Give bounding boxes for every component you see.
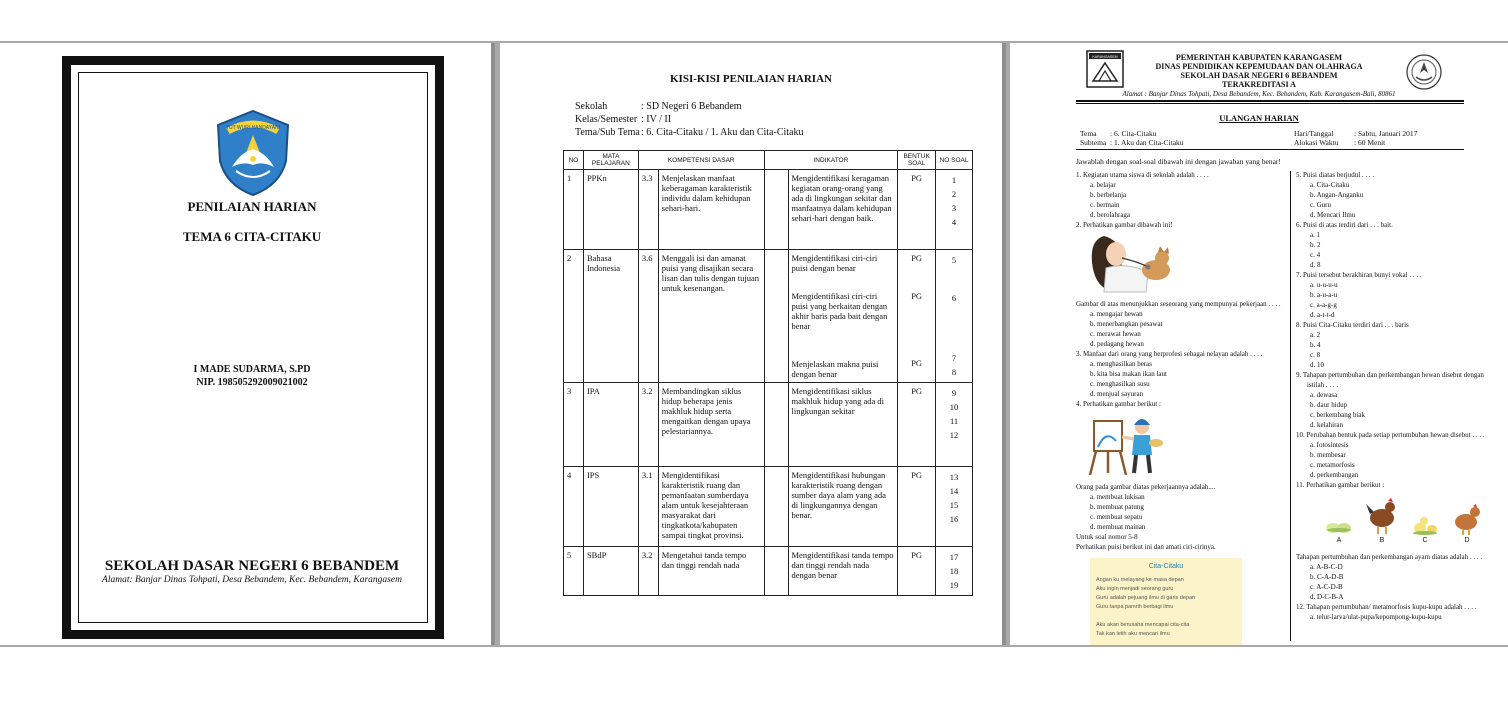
question-text: 4. Perhatikan gambar berikut : bbox=[1076, 400, 1161, 408]
cover-address: Alamat: Banjar Dinas Tohpati, Desa Bebandem, Kec. Bebandem, Karangasem bbox=[102, 575, 402, 585]
chicken-stage-label: B bbox=[1379, 537, 1385, 544]
kop-line-text: TERAKREDITASI A bbox=[1222, 80, 1296, 89]
answer-option: d. pedagang hewan bbox=[1090, 340, 1144, 348]
cell-no-soal bbox=[936, 466, 973, 546]
cell-spacer bbox=[764, 250, 788, 383]
column-divider bbox=[1290, 171, 1291, 641]
ulangan-meta-right bbox=[1294, 129, 1417, 147]
vet-illustration bbox=[1086, 232, 1286, 297]
cell-spacer bbox=[764, 466, 788, 546]
cell-indikator: Menjelaskan makna puisi dengan benar bbox=[788, 348, 898, 383]
question-text: 2. Perhatikan gambar dibawah ini! bbox=[1076, 221, 1173, 229]
question-text: 5. Puisi diatas berjudul . . . . bbox=[1296, 171, 1375, 179]
answer-option: d. membuat mainan bbox=[1090, 523, 1146, 531]
kisi-meta-row bbox=[575, 113, 804, 126]
cell-bentuk: PG bbox=[898, 250, 936, 288]
cell-no-soal bbox=[936, 348, 973, 383]
svg-text:KARANGASEM: KARANGASEM bbox=[1092, 55, 1118, 59]
answer-option: a. 1 bbox=[1310, 231, 1321, 239]
answer-option: c. metamorfosis bbox=[1310, 461, 1355, 469]
cell-bentuk: PG bbox=[898, 466, 936, 546]
answer-option: a. Cita-Citaku bbox=[1310, 181, 1350, 189]
answer-option: d. kelahiran bbox=[1310, 421, 1344, 429]
kisi-meta-row bbox=[575, 100, 804, 113]
question-text: Gambar di atas menunjukkan seseorang yang mempunyai pekerjaan . . . . bbox=[1076, 300, 1281, 308]
ulangan-page bbox=[1010, 43, 1508, 645]
answer-option: c. a-a-g-g bbox=[1310, 301, 1337, 309]
question-text: 9. Tahapan pertumbuhan dan perkembangan hewan disebut dengan istilah . . . . bbox=[1296, 371, 1484, 389]
meta-key: Hari/Tanggal bbox=[1294, 129, 1334, 138]
cell-kd: Menggali isi dan amanat puisi yang disajikan secara lisan dan tulis dengan tujuan untuk kesenangan. bbox=[658, 250, 764, 383]
cover-theme: TEMA 6 CITA-CITAKU bbox=[182, 229, 322, 244]
answer-option: c. membuat sepatu bbox=[1090, 513, 1143, 521]
cell-bentuk: PG bbox=[898, 382, 936, 466]
kisi-meta-value: : 6. Cita-Citaku / 1. Aku dan Cita-Citaku bbox=[641, 127, 804, 138]
cell-indikator: Mengidentifikasi siklus makhluk hidup yang ada di lingkungan sekitar bbox=[788, 382, 898, 466]
meta-value: : Sabtu, Januari 2017 bbox=[1354, 129, 1418, 138]
cell-kd: Menjelaskan manfaat keberagaman karakteristik individu dalam kehidupan sehari-hari. bbox=[658, 170, 764, 250]
cell-spacer bbox=[764, 382, 788, 466]
answer-option: a. telur-larva/ulat-pupa/kepompong-kupu-kupu bbox=[1310, 613, 1442, 621]
kop-divider-thin bbox=[1076, 103, 1464, 104]
chicken-stage-art bbox=[1364, 496, 1400, 536]
table-header: MATA PELAJARAN bbox=[583, 151, 638, 170]
soal-number: 2 bbox=[951, 189, 957, 199]
kop-divider bbox=[1076, 100, 1464, 102]
instruction: Jawablah dengan soal-soal dibawah ini dengan jawaban yang benar! bbox=[1076, 157, 1281, 166]
poem-line: Angan ku melayang ke masa depan bbox=[1096, 577, 1184, 583]
answer-option: d. a-t-t-d bbox=[1310, 311, 1335, 319]
table-header: KOMPETENSI DASAR bbox=[638, 151, 764, 170]
cell-indikator: Mengidentifikasi hubungan karakteristik ruang dengan sumber daya alam yang ada di lingkungannya dengan benar. bbox=[788, 466, 898, 546]
poem-line: Tak kan letih aku mencari ilmu bbox=[1096, 631, 1170, 637]
ulangan-title: ULANGAN HARIAN bbox=[1219, 113, 1299, 123]
cell-no-soal bbox=[936, 250, 973, 288]
kop-line-text: DINAS PENDIDIKAN KEPEMUDAAN DAN OLAHRAGA bbox=[1155, 62, 1363, 71]
answer-option: b. 2 bbox=[1310, 241, 1321, 249]
answer-option: d. Mencari Ilmu bbox=[1310, 211, 1356, 219]
answer-option: a. A-B-C-D bbox=[1310, 563, 1343, 571]
chicken-stage bbox=[1364, 496, 1400, 546]
question-text: 8. Puisi Cita-Citaku terdiri dari . . . baris bbox=[1296, 321, 1409, 329]
question-text: Untuk soal nomor 5-8 bbox=[1076, 533, 1138, 541]
cell-spacer bbox=[764, 170, 788, 250]
soal-number: 16 bbox=[949, 513, 959, 524]
table-header: NO SOAL bbox=[936, 151, 973, 170]
meta-row bbox=[1080, 129, 1184, 138]
answer-option: c. merawat hewan bbox=[1090, 330, 1141, 338]
question-text: 7. Puisi tersebut berakhiran bunyi vokal . . . . bbox=[1296, 271, 1422, 279]
question-text: Orang pada gambar diatas pekerjaannya adalah.... bbox=[1076, 483, 1216, 491]
chicken-stage-art bbox=[1324, 496, 1354, 536]
question-text: Tahapan pertumbuhan dan perkembangan ayam diatas adalah . . . . bbox=[1296, 553, 1483, 561]
meta-value: : 6. Cita-Citaku bbox=[1110, 129, 1157, 138]
question-text: 6. Puisi di atas terdiri dari . . . bait. bbox=[1296, 221, 1393, 229]
table-row bbox=[564, 382, 973, 466]
poem-line bbox=[1096, 612, 1236, 621]
meta-key: Subtema bbox=[1080, 138, 1107, 147]
tut-wuri-handayani-logo bbox=[214, 109, 292, 197]
cell-indikator: Mengidentifikasi keragaman kegiatan orang-orang yang ada di lingkungan sekitar dan manfaatnya dalam kehidupan sehari-hari dengan baik. bbox=[788, 170, 898, 250]
cell-kd-no: 3.3 bbox=[638, 170, 658, 250]
cell-kd-no: 3.1 bbox=[638, 466, 658, 546]
cell-indikator: Mengidentifikasi ciri-ciri puisi dengan benar bbox=[788, 250, 898, 288]
kisi-meta bbox=[575, 100, 804, 139]
poem-line: Guru tanpa pamrih berbagi ilmu bbox=[1096, 604, 1174, 610]
table-header: BENTUK SOAL bbox=[898, 151, 936, 170]
answer-option: a. u-u-u-u bbox=[1310, 281, 1338, 289]
chicken-stage-label: C bbox=[1422, 537, 1428, 544]
cover-nip: NIP. 198505292009021002 bbox=[196, 377, 308, 388]
answer-option: b. berbelanja bbox=[1090, 191, 1127, 199]
answer-option: a. 2 bbox=[1310, 331, 1321, 339]
answer-option: d. perkembangan bbox=[1310, 471, 1359, 479]
kop-surat bbox=[1010, 53, 1508, 89]
ulangan-meta-left bbox=[1080, 129, 1184, 147]
answer-option: c. A-C-D-B bbox=[1310, 583, 1343, 591]
cell-no: 3 bbox=[564, 382, 584, 466]
answer-option: b. daur hidup bbox=[1310, 401, 1348, 409]
question-text: 10. Perubahan bentuk pada setiap pertumbuhan hewan disebut . . . . bbox=[1296, 431, 1485, 439]
meta-row bbox=[1080, 138, 1184, 147]
kisi-meta-key: Kelas/Semester bbox=[575, 114, 638, 125]
table-header: INDIKATOR bbox=[764, 151, 898, 170]
answer-option: a. belajar bbox=[1090, 181, 1116, 189]
cell-indikator: Mengidentifikasi tanda tempo dan tinggi rendah nada dengan benar bbox=[788, 546, 898, 595]
kisi-kisi-page bbox=[500, 43, 1002, 645]
cell-bentuk: PG bbox=[898, 348, 936, 383]
cell-no: 2 bbox=[564, 250, 584, 383]
page-edge bbox=[1002, 43, 1006, 645]
answer-option: b. kita bisa makan ikan laut bbox=[1090, 370, 1167, 378]
cell-no: 4 bbox=[564, 466, 584, 546]
meta-key: Alokasi Waktu bbox=[1294, 138, 1339, 147]
answer-option: d. menjual sayuran bbox=[1090, 390, 1144, 398]
answer-option: a. dewasa bbox=[1310, 391, 1338, 399]
answer-option: b. membuat patung bbox=[1090, 503, 1144, 511]
soal-number: 17 bbox=[949, 551, 959, 562]
chicken-stage bbox=[1450, 496, 1484, 546]
cell-bentuk: PG bbox=[898, 170, 936, 250]
poem-title: Cita-Citaku bbox=[1148, 563, 1184, 570]
page-edge bbox=[491, 43, 495, 645]
soal-number: 6 bbox=[951, 292, 957, 303]
poem-line: Aku akan berusaha mencapai cita-cita bbox=[1096, 622, 1190, 628]
answer-option: a. fotosintesis bbox=[1310, 441, 1349, 449]
kop-line-text: SEKOLAH DASAR NEGERI 6 BEBANDEM bbox=[1180, 71, 1338, 80]
soal-number: 12 bbox=[949, 429, 959, 440]
kop-line-text: PEMERINTAH KABUPATEN KARANGASEM bbox=[1175, 53, 1343, 62]
cell-no: 1 bbox=[564, 170, 584, 250]
answer-option: b. a-u-a-u bbox=[1310, 291, 1338, 299]
answer-option: d. berolahraga bbox=[1090, 211, 1131, 219]
cell-mapel: IPS bbox=[583, 466, 638, 546]
kisi-title: KISI-KISI PENILAIAN HARIAN bbox=[670, 73, 832, 85]
answer-option: a. mengajar hewan bbox=[1090, 310, 1143, 318]
chicken-stage-label: A bbox=[1336, 537, 1342, 544]
chicken-stage-art bbox=[1410, 496, 1440, 536]
soal-number: 11 bbox=[949, 415, 959, 426]
answer-option: b. membesar bbox=[1310, 451, 1346, 459]
painter-illustration bbox=[1086, 411, 1286, 480]
cell-no: 5 bbox=[564, 546, 584, 595]
poem-line: Aku ingin menjadi seorang guru bbox=[1096, 586, 1174, 592]
soal-number: 8 bbox=[951, 366, 957, 377]
chicken-stage bbox=[1410, 496, 1440, 546]
kop-address: Alamat : Banjar Dinas Tohpati, Desa Bebandem, Kec. Bebandem, Kab. Karangasem-Bali, 80861 bbox=[1122, 90, 1396, 98]
cell-mapel: Bahasa Indonesia bbox=[583, 250, 638, 383]
cell-spacer bbox=[764, 546, 788, 595]
question-text: 12. Tahapan pertumbuhan/ metamorfosis kupu-kupu adalah . . . . bbox=[1296, 603, 1477, 611]
question-text: Perhatikan puisi berikut ini dan amati ciri-cirinya. bbox=[1076, 543, 1216, 551]
cell-kd: Mengidentifikasi karakteristik ruang dan pemanfaatan sumberdaya alam untuk kesejahteraan masyarakat dari tingkatkota/kabupaten sampai tingkat provinsi. bbox=[658, 466, 764, 546]
cell-kd: Membandingkan siklus hidup beberapa jenis makhluk hidup serta mengaitkan dengan upaya pelestariannya. bbox=[658, 382, 764, 466]
kisi-meta-value: : IV / II bbox=[641, 114, 672, 125]
cell-indikator: Mengidentifikasi ciri-ciri puisi yang berkaitan dengan akhir baris pada bait dengan benar bbox=[788, 288, 898, 348]
table-header: NO bbox=[564, 151, 584, 170]
answer-option: c. Guru bbox=[1310, 201, 1331, 209]
cell-bentuk: PG bbox=[898, 546, 936, 595]
answer-option: b. menerbangkan pesawat bbox=[1090, 320, 1163, 328]
soal-number: 4 bbox=[951, 217, 957, 227]
kisi-meta-value: : SD Negeri 6 Bebandem bbox=[641, 101, 742, 112]
kisi-meta-key: Tema/Sub Tema bbox=[575, 127, 640, 138]
soal-number: 9 bbox=[951, 387, 957, 398]
answer-option: c. bermain bbox=[1090, 201, 1120, 209]
kisi-meta-key: Sekolah bbox=[575, 101, 608, 112]
answer-option: d. 10 bbox=[1310, 361, 1324, 369]
meta-value: : 1. Aku dan Cita-Citaku bbox=[1110, 138, 1184, 147]
answer-option: a. membuat lukisan bbox=[1090, 493, 1145, 501]
soal-number: 3 bbox=[951, 203, 957, 213]
cover-page bbox=[0, 43, 491, 645]
table-row bbox=[564, 250, 973, 288]
chicken-illustration bbox=[1324, 496, 1484, 546]
poem-image bbox=[1090, 558, 1242, 645]
table-row bbox=[564, 170, 973, 250]
meta-key: Tema bbox=[1080, 129, 1097, 138]
kisi-meta-row bbox=[575, 126, 804, 139]
cover-author: I MADE SUDARMA, S.PD bbox=[193, 364, 311, 375]
answer-option: b. C-A-D-B bbox=[1310, 573, 1344, 581]
cell-kd: Mengetahui tanda tempo dan tinggi rendah nada bbox=[658, 546, 764, 595]
answer-option: c. 4 bbox=[1310, 251, 1321, 259]
table-row bbox=[564, 546, 973, 595]
chicken-stage bbox=[1324, 496, 1354, 546]
soal-number: 10 bbox=[949, 401, 959, 412]
answer-option: d. 8 bbox=[1310, 261, 1321, 269]
soal-number: 18 bbox=[949, 565, 959, 576]
questions-left-column bbox=[1076, 170, 1286, 645]
cell-mapel: PPKn bbox=[583, 170, 638, 250]
answer-option: b. 4 bbox=[1310, 341, 1321, 349]
cell-kd-no: 3.2 bbox=[638, 546, 658, 595]
cell-mapel: SBdP bbox=[583, 546, 638, 595]
table-row bbox=[564, 466, 973, 546]
meta-row bbox=[1294, 138, 1417, 147]
poem-line: Guru adalah pejuang ilmu di garis depan bbox=[1096, 595, 1196, 601]
meta-value: : 60 Menit bbox=[1354, 138, 1386, 147]
cell-bentuk: PG bbox=[898, 288, 936, 348]
soal-number: 7 bbox=[951, 352, 957, 363]
meta-row bbox=[1294, 129, 1417, 138]
cell-mapel: IPA bbox=[583, 382, 638, 466]
chicken-stage-art bbox=[1450, 496, 1484, 536]
question-text: 3. Manfaat dari orang yang berprofesi sebagai nelayan adalah . . . . bbox=[1076, 350, 1263, 358]
questions-right-column bbox=[1296, 170, 1496, 622]
question-text: 1. Kegiatan utama siswa di sekolah adalah . . . . bbox=[1076, 171, 1209, 179]
cell-kd-no: 3.2 bbox=[638, 382, 658, 466]
soal-number: 13 bbox=[949, 471, 959, 482]
question-text: 11. Perhatikan gambar berikut : bbox=[1296, 481, 1385, 489]
soal-number: 14 bbox=[949, 485, 959, 496]
answer-option: a. menghasilkan beras bbox=[1090, 360, 1153, 368]
cell-no-soal bbox=[936, 288, 973, 348]
answer-option: d. D-C-B-A bbox=[1310, 593, 1344, 601]
chicken-stage-label: D bbox=[1464, 537, 1470, 544]
soal-number: 1 bbox=[951, 175, 957, 185]
cell-no-soal bbox=[936, 382, 973, 466]
meta-divider bbox=[1076, 149, 1464, 150]
soal-number: 5 bbox=[951, 255, 957, 265]
cover-title: PENILAIAN HARIAN bbox=[187, 199, 317, 214]
kisi-table bbox=[563, 150, 973, 596]
soal-number: 15 bbox=[949, 499, 959, 510]
cell-no-soal bbox=[936, 170, 973, 250]
svg-text:TUT WURI HANDAYANI: TUT WURI HANDAYANI bbox=[225, 125, 281, 131]
answer-option: c. menghasilkan susu bbox=[1090, 380, 1150, 388]
answer-option: c. berkembang biak bbox=[1310, 411, 1366, 419]
cell-no-soal bbox=[936, 546, 973, 595]
answer-option: b. Angan-Anganku bbox=[1310, 191, 1364, 199]
cell-kd-no: 3.6 bbox=[638, 250, 658, 383]
cover-school: SEKOLAH DASAR NEGERI 6 BEBANDEM bbox=[104, 558, 400, 574]
answer-option: c. 8 bbox=[1310, 351, 1321, 359]
soal-number: 19 bbox=[949, 579, 959, 590]
